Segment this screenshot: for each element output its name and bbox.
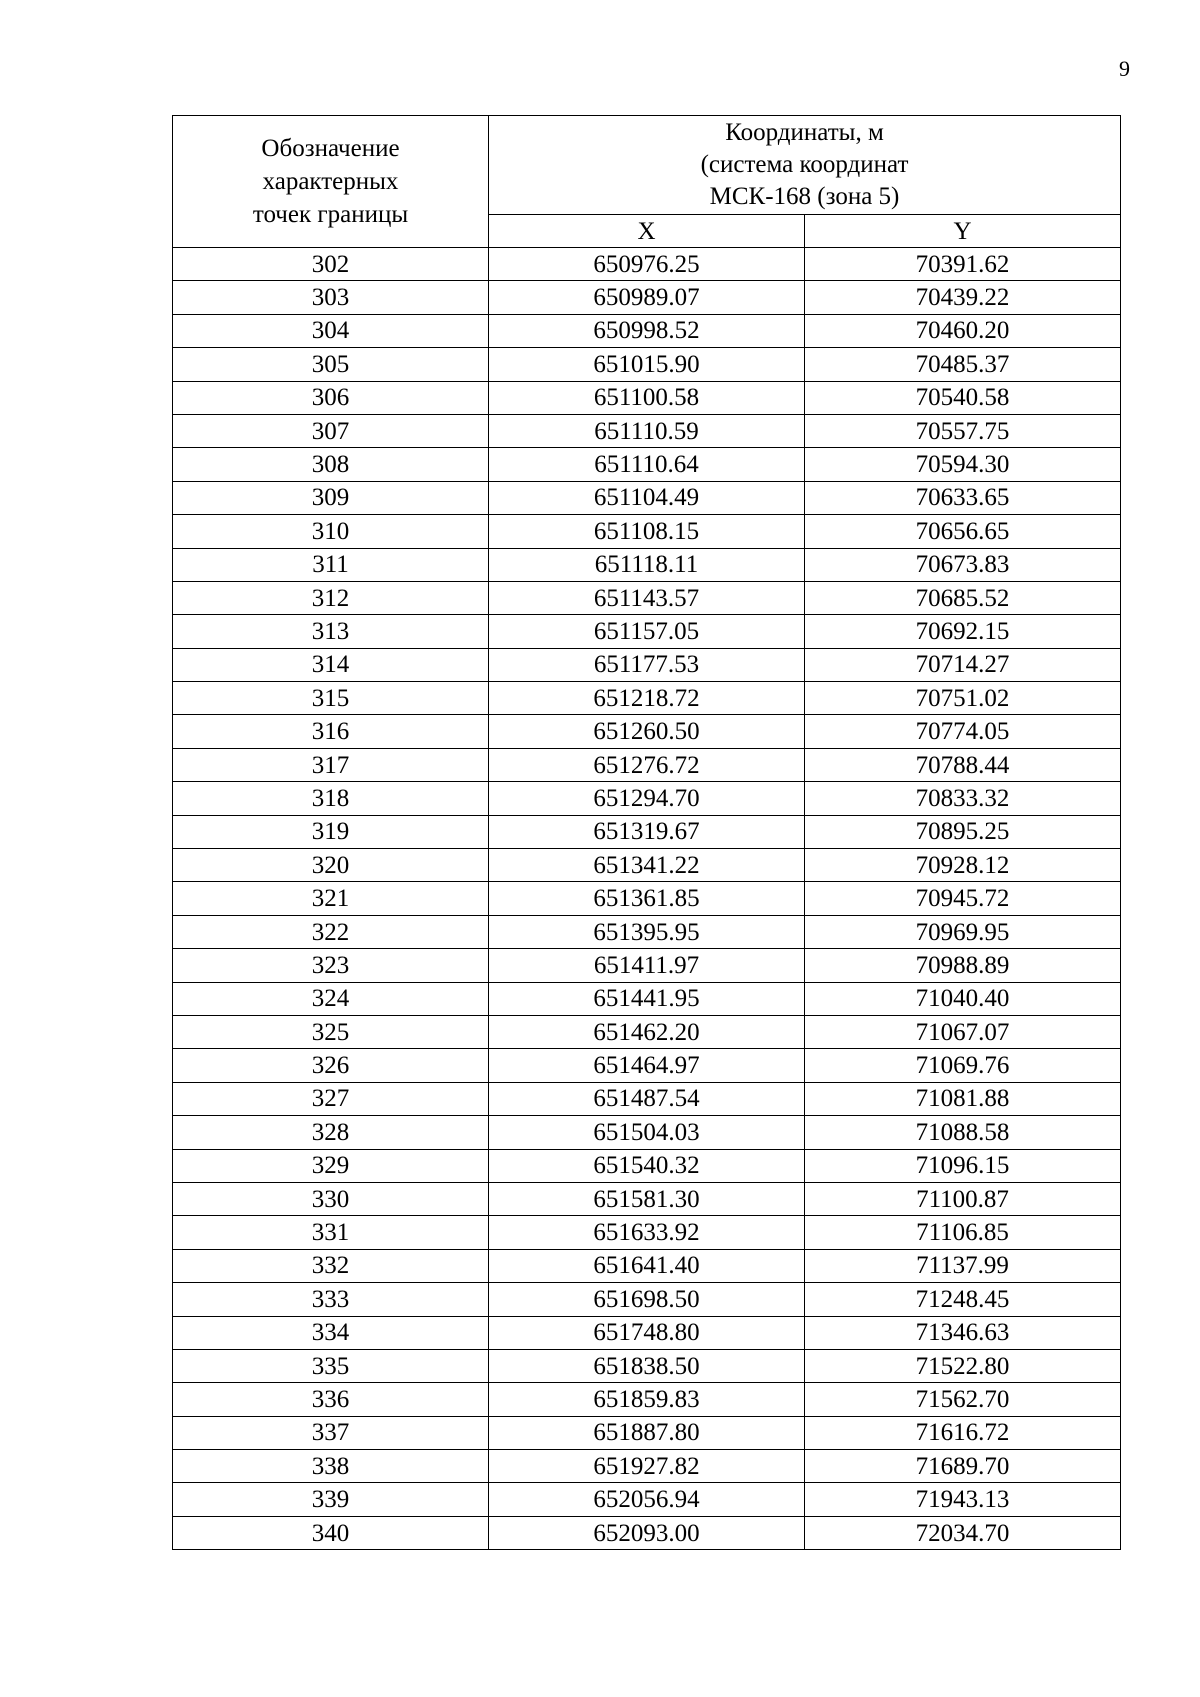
table-row xyxy=(173,815,1121,848)
y-coordinate-cell: 70945.72 xyxy=(805,882,1121,915)
point-cell: 310 xyxy=(173,515,489,548)
point-cell: 340 xyxy=(173,1516,489,1549)
table-row xyxy=(173,1082,1121,1115)
x-coordinate-cell: 651218.72 xyxy=(489,682,805,715)
y-coordinate-cell: 70774.05 xyxy=(805,715,1121,748)
y-coordinate-cell: 70439.22 xyxy=(805,281,1121,314)
y-coordinate-cell: 70685.52 xyxy=(805,581,1121,614)
x-coordinate-cell: 651361.85 xyxy=(489,882,805,915)
y-coordinate-cell: 71100.87 xyxy=(805,1182,1121,1215)
x-coordinate-cell: 651395.95 xyxy=(489,915,805,948)
x-coordinate-cell: 652093.00 xyxy=(489,1516,805,1549)
x-coordinate-cell: 651838.50 xyxy=(489,1349,805,1382)
y-coordinate-cell: 71562.70 xyxy=(805,1383,1121,1416)
point-cell: 331 xyxy=(173,1216,489,1249)
y-coordinate-cell: 70485.37 xyxy=(805,348,1121,381)
table-row xyxy=(173,1182,1121,1215)
coords-header-line: Координаты, м xyxy=(725,119,884,146)
x-coordinate-cell: 651108.15 xyxy=(489,515,805,548)
table-row xyxy=(173,1483,1121,1516)
table-row xyxy=(173,949,1121,982)
x-coordinate-cell: 651110.64 xyxy=(489,448,805,481)
x-coordinate-cell: 651157.05 xyxy=(489,615,805,648)
table-row xyxy=(173,1216,1121,1249)
y-coordinate-cell: 71616.72 xyxy=(805,1416,1121,1449)
y-coordinate-cell: 71943.13 xyxy=(805,1483,1121,1516)
point-cell: 326 xyxy=(173,1049,489,1082)
point-header-line: Обозначение xyxy=(261,135,400,162)
table-header xyxy=(173,116,1121,248)
x-coordinate-cell: 651641.40 xyxy=(489,1249,805,1282)
point-cell: 336 xyxy=(173,1383,489,1416)
y-coordinate-cell: 70540.58 xyxy=(805,381,1121,414)
x-coordinate-cell: 651110.59 xyxy=(489,414,805,447)
table-row xyxy=(173,915,1121,948)
table-row xyxy=(173,1316,1121,1349)
x-coordinate-cell: 651294.70 xyxy=(489,782,805,815)
point-cell: 339 xyxy=(173,1483,489,1516)
y-coordinate-cell: 70633.65 xyxy=(805,481,1121,514)
table-row xyxy=(173,1416,1121,1449)
point-cell: 303 xyxy=(173,281,489,314)
x-coordinate-cell: 651487.54 xyxy=(489,1082,805,1115)
coords-header-line: МСК-168 (зона 5) xyxy=(709,183,900,210)
x-coordinate-cell: 651411.97 xyxy=(489,949,805,982)
point-cell: 327 xyxy=(173,1082,489,1115)
table-row xyxy=(173,314,1121,347)
y-coordinate-cell: 71040.40 xyxy=(805,982,1121,1015)
point-cell: 308 xyxy=(173,448,489,481)
x-coordinate-cell: 651927.82 xyxy=(489,1450,805,1483)
point-cell: 304 xyxy=(173,314,489,347)
point-cell: 328 xyxy=(173,1116,489,1149)
x-coordinate-cell: 651698.50 xyxy=(489,1283,805,1316)
x-coordinate-cell: 651859.83 xyxy=(489,1383,805,1416)
y-coordinate-cell: 71067.07 xyxy=(805,1015,1121,1048)
x-coordinate-cell: 651260.50 xyxy=(489,715,805,748)
table-row xyxy=(173,1149,1121,1182)
x-coordinate-cell: 651143.57 xyxy=(489,581,805,614)
coords-header-line: (система координат xyxy=(700,151,909,178)
table-row xyxy=(173,1383,1121,1416)
point-cell: 311 xyxy=(173,548,489,581)
y-coordinate-cell: 70895.25 xyxy=(805,815,1121,848)
table-row xyxy=(173,1249,1121,1282)
point-cell: 312 xyxy=(173,581,489,614)
x-coordinate-cell: 651104.49 xyxy=(489,481,805,514)
x-coordinate-cell: 651581.30 xyxy=(489,1182,805,1215)
coordinates-group-header xyxy=(489,116,1121,215)
y-coordinate-cell: 70833.32 xyxy=(805,782,1121,815)
table-row xyxy=(173,1450,1121,1483)
y-coordinate-cell: 70673.83 xyxy=(805,548,1121,581)
point-cell: 335 xyxy=(173,1349,489,1382)
point-cell: 307 xyxy=(173,414,489,447)
y-coordinate-cell: 71248.45 xyxy=(805,1283,1121,1316)
x-coordinate-cell: 651887.80 xyxy=(489,1416,805,1449)
table-row xyxy=(173,414,1121,447)
table-row xyxy=(173,248,1121,281)
point-cell: 332 xyxy=(173,1249,489,1282)
y-coordinate-cell: 72034.70 xyxy=(805,1516,1121,1549)
table-row xyxy=(173,882,1121,915)
table-row xyxy=(173,1283,1121,1316)
point-cell: 333 xyxy=(173,1283,489,1316)
x-coordinate-cell: 650998.52 xyxy=(489,314,805,347)
point-cell: 315 xyxy=(173,682,489,715)
point-cell: 324 xyxy=(173,982,489,1015)
y-coordinate-cell: 71137.99 xyxy=(805,1249,1121,1282)
x-coordinate-cell: 651441.95 xyxy=(489,982,805,1015)
point-cell: 313 xyxy=(173,615,489,648)
point-cell: 314 xyxy=(173,648,489,681)
x-coordinate-cell: 650976.25 xyxy=(489,248,805,281)
x-coordinate-cell: 651504.03 xyxy=(489,1116,805,1149)
y-coordinate-cell: 71081.88 xyxy=(805,1082,1121,1115)
y-coordinate-cell: 71069.76 xyxy=(805,1049,1121,1082)
y-coordinate-cell: 70557.75 xyxy=(805,414,1121,447)
x-coordinate-cell: 651341.22 xyxy=(489,849,805,882)
y-coordinate-cell: 71522.80 xyxy=(805,1349,1121,1382)
point-cell: 337 xyxy=(173,1416,489,1449)
x-coordinate-cell: 652056.94 xyxy=(489,1483,805,1516)
x-coordinate-cell: 651462.20 xyxy=(489,1015,805,1048)
table-row xyxy=(173,1015,1121,1048)
table-row xyxy=(173,982,1121,1015)
x-coordinate-cell: 651276.72 xyxy=(489,748,805,781)
table-row xyxy=(173,682,1121,715)
point-cell: 322 xyxy=(173,915,489,948)
y-coordinate-cell: 70391.62 xyxy=(805,248,1121,281)
y-coordinate-cell: 71689.70 xyxy=(805,1450,1121,1483)
page-number: 9 xyxy=(1119,56,1130,81)
y-coordinate-cell: 70788.44 xyxy=(805,748,1121,781)
point-cell: 306 xyxy=(173,381,489,414)
x-coordinate-cell: 651118.11 xyxy=(489,548,805,581)
point-cell: 334 xyxy=(173,1316,489,1349)
point-cell: 309 xyxy=(173,481,489,514)
table-row xyxy=(173,515,1121,548)
table-row xyxy=(173,548,1121,581)
table-row xyxy=(173,782,1121,815)
point-cell: 302 xyxy=(173,248,489,281)
x-coordinate-cell: 651464.97 xyxy=(489,1049,805,1082)
table-row xyxy=(173,648,1121,681)
table-row xyxy=(173,849,1121,882)
point-header-line: характерных xyxy=(262,168,399,195)
table-row xyxy=(173,381,1121,414)
point-cell: 323 xyxy=(173,949,489,982)
table-row xyxy=(173,1116,1121,1149)
y-coordinate-cell: 70714.27 xyxy=(805,648,1121,681)
table-row xyxy=(173,615,1121,648)
table-row xyxy=(173,581,1121,614)
point-cell: 320 xyxy=(173,849,489,882)
point-cell: 338 xyxy=(173,1450,489,1483)
point-cell: 329 xyxy=(173,1149,489,1182)
point-cell: 317 xyxy=(173,748,489,781)
table-row xyxy=(173,1516,1121,1549)
y-column-header: Y xyxy=(805,215,1121,248)
point-cell: 321 xyxy=(173,882,489,915)
table-row xyxy=(173,748,1121,781)
table-row xyxy=(173,348,1121,381)
point-cell: 319 xyxy=(173,815,489,848)
table-row xyxy=(173,448,1121,481)
y-coordinate-cell: 71096.15 xyxy=(805,1149,1121,1182)
y-coordinate-cell: 70594.30 xyxy=(805,448,1121,481)
y-coordinate-cell: 70928.12 xyxy=(805,849,1121,882)
x-coordinate-cell: 651540.32 xyxy=(489,1149,805,1182)
point-cell: 316 xyxy=(173,715,489,748)
x-coordinate-cell: 651319.67 xyxy=(489,815,805,848)
x-coordinate-cell: 651015.90 xyxy=(489,348,805,381)
y-coordinate-cell: 70656.65 xyxy=(805,515,1121,548)
y-coordinate-cell: 70460.20 xyxy=(805,314,1121,347)
x-coordinate-cell: 650989.07 xyxy=(489,281,805,314)
point-cell: 305 xyxy=(173,348,489,381)
table-row xyxy=(173,481,1121,514)
x-coordinate-cell: 651748.80 xyxy=(489,1316,805,1349)
table-row xyxy=(173,281,1121,314)
y-coordinate-cell: 70692.15 xyxy=(805,615,1121,648)
y-coordinate-cell: 70969.95 xyxy=(805,915,1121,948)
table-row xyxy=(173,1049,1121,1082)
point-header-line: точек границы xyxy=(252,201,409,228)
y-coordinate-cell: 71088.58 xyxy=(805,1116,1121,1149)
point-column-header xyxy=(173,116,489,248)
table-row xyxy=(173,715,1121,748)
point-cell: 330 xyxy=(173,1182,489,1215)
table-row xyxy=(173,1349,1121,1382)
x-column-header: X xyxy=(489,215,805,248)
x-coordinate-cell: 651633.92 xyxy=(489,1216,805,1249)
point-cell: 318 xyxy=(173,782,489,815)
y-coordinate-cell: 71106.85 xyxy=(805,1216,1121,1249)
table-body xyxy=(173,248,1121,1550)
y-coordinate-cell: 70751.02 xyxy=(805,682,1121,715)
x-coordinate-cell: 651177.53 xyxy=(489,648,805,681)
y-coordinate-cell: 71346.63 xyxy=(805,1316,1121,1349)
coordinates-table xyxy=(172,115,1121,1550)
point-cell: 325 xyxy=(173,1015,489,1048)
x-coordinate-cell: 651100.58 xyxy=(489,381,805,414)
y-coordinate-cell: 70988.89 xyxy=(805,949,1121,982)
